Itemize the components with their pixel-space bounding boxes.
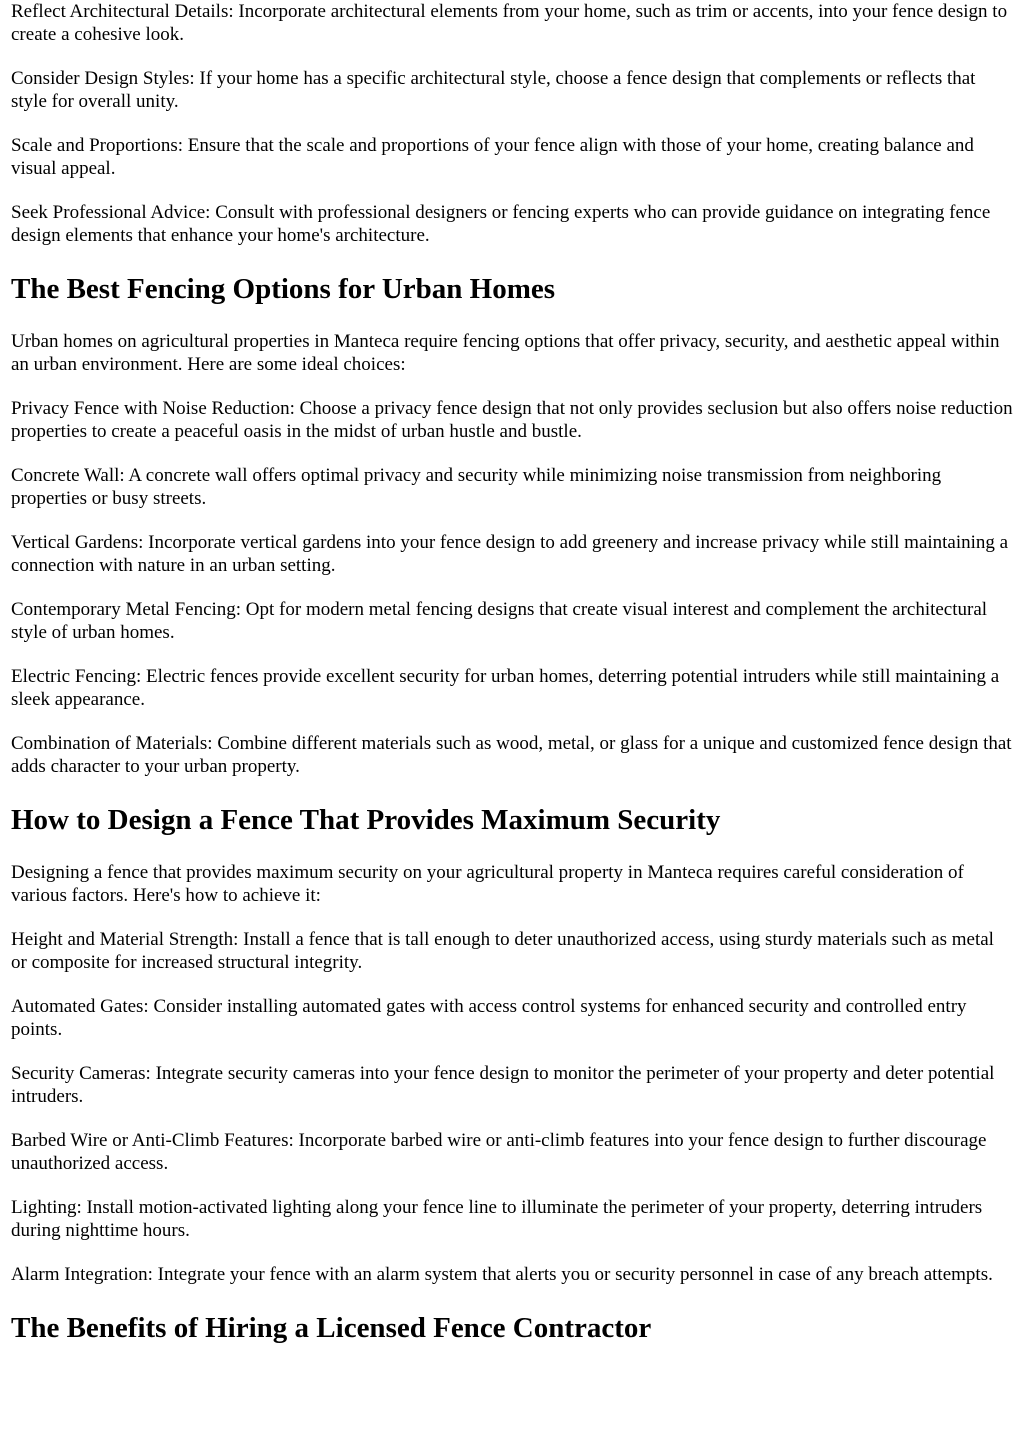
paragraph: Alarm Integration: Integrate your fence with an alarm system that alerts you or security personnel in case of any breach attempts.	[11, 1264, 993, 1285]
paragraph: Reflect Architectural Details: Incorporate architectural elements from your home, such as trim or accents, into your fence design to create a cohesive look.	[11, 1, 1008, 45]
paragraph: Height and Material Strength: Install a fence that is tall enough to deter unauthorized access, using sturdy materials such as metal or composite for increased structural integrity.	[11, 929, 994, 973]
paragraph: Contemporary Metal Fencing: Opt for modern metal fencing designs that create visual interest and complement the architectural style of urban homes.	[11, 599, 988, 643]
section-heading: How to Design a Fence That Provides Maximum Security	[11, 804, 721, 836]
section-heading: The Benefits of Hiring a Licensed Fence Contractor	[11, 1312, 652, 1344]
paragraph: Urban homes on agricultural properties in Manteca require fencing options that offer privacy, security, and aesthetic appeal within an urban environment. Here are some ideal choices:	[11, 331, 1000, 375]
paragraph: Lighting: Install motion-activated lighting along your fence line to illuminate the perimeter of your property, deterring intruders during nighttime hours.	[11, 1197, 983, 1241]
paragraph: Electric Fencing: Electric fences provide excellent security for urban homes, deterring potential intruders while still maintaining a sleek appearance.	[11, 666, 1000, 710]
paragraph: Automated Gates: Consider installing automated gates with access control systems for enhanced security and controlled entry points.	[11, 996, 967, 1040]
paragraph: Barbed Wire or Anti-Climb Features: Incorporate barbed wire or anti-climb features into your fence design to further discourage unauthorized access.	[11, 1130, 987, 1174]
paragraph: Designing a fence that provides maximum security on your agricultural property in Manteca requires careful consideration of various factors. Here's how to achieve it:	[11, 862, 964, 906]
paragraph: Concrete Wall: A concrete wall offers optimal privacy and security while minimizing noise transmission from neighboring properties or busy streets.	[11, 465, 942, 509]
paragraph: Vertical Gardens: Incorporate vertical gardens into your fence design to add greenery and increase privacy while still maintaining a connection with nature in an urban setting.	[11, 532, 1009, 576]
paragraph: Scale and Proportions: Ensure that the scale and proportions of your fence align with those of your home, creating balance and visual appeal.	[11, 135, 974, 179]
section-heading: The Best Fencing Options for Urban Homes	[11, 273, 556, 305]
paragraph: Seek Professional Advice: Consult with professional designers or fencing experts who can provide guidance on integrating fence design elements that enhance your home's architecture.	[11, 202, 991, 246]
paragraph: Security Cameras: Integrate security cameras into your fence design to monitor the perimeter of your property and deter potential intruders.	[11, 1063, 995, 1107]
paragraph: Privacy Fence with Noise Reduction: Choose a privacy fence design that not only provides seclusion but also offers noise reduction properties to create a peaceful oasis in the midst of urban hustle and bustle.	[11, 398, 1013, 442]
paragraph: Combination of Materials: Combine different materials such as wood, metal, or glass for a unique and customized fence design that adds character to your urban property.	[11, 733, 1012, 777]
paragraph: Consider Design Styles: If your home has a specific architectural style, choose a fence design that complements or reflects that style for overall unity.	[11, 68, 976, 112]
